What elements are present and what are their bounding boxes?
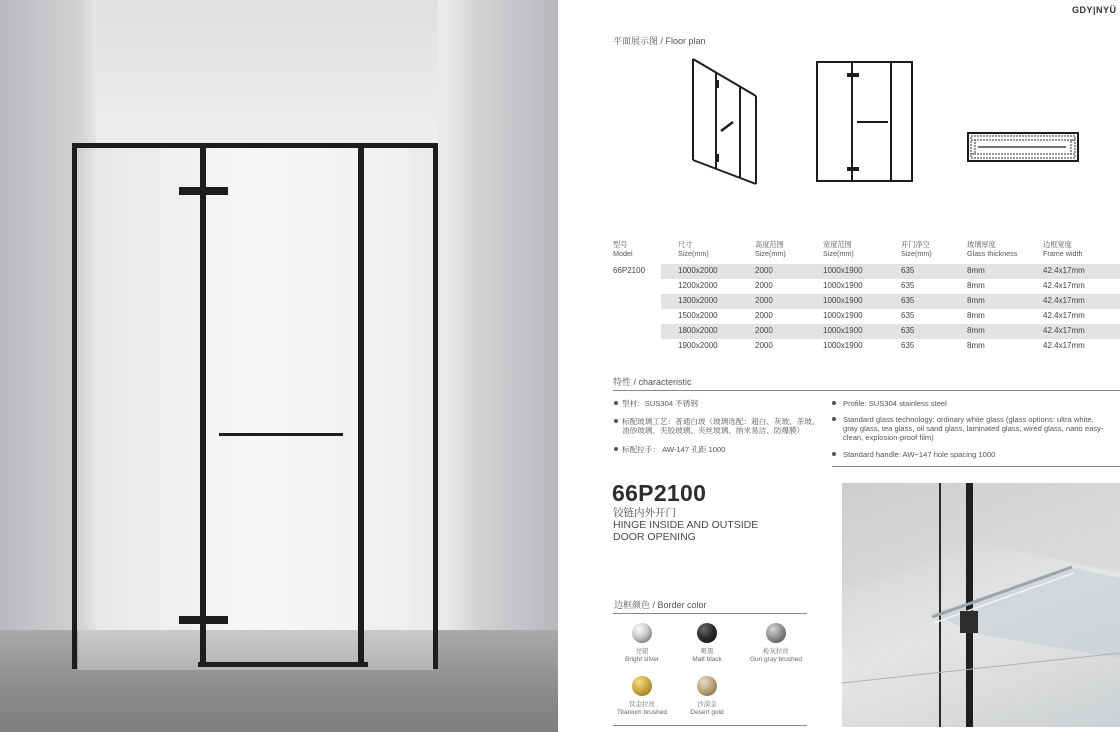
floor-plan-title: 平面展示图 / Floor plan <box>613 36 706 46</box>
hinge-top <box>179 187 228 195</box>
photo-ceiling <box>96 0 438 148</box>
char-en-glass-2: gray glass, tea glass, oil sand glass, laminated glass, wired glass, nano easy- <box>843 424 1104 433</box>
cell-height: 2000 <box>755 326 773 335</box>
door-bottom-rail <box>198 662 368 667</box>
plan-perspective-drawing <box>688 56 760 188</box>
col-header-model: 型号 Model <box>613 240 633 258</box>
cell-height: 2000 <box>755 311 773 320</box>
frame-left <box>72 143 77 669</box>
table-row <box>661 264 1120 279</box>
char-en-handle: Standard handle: AW−147 hole spacing 1000 <box>843 450 996 459</box>
product-name-en-2: DOOR OPENING <box>613 531 696 543</box>
char-zh-glass-1: 标配玻璃工艺：普通白玻（玻璃选配：超白、灰玻、茶玻、 <box>622 417 820 426</box>
char-zh-material: 型材：SUS304 不锈钢 <box>622 399 698 408</box>
char-zh-handle: 标配拉手： AW-147 孔距 1000 <box>622 445 726 454</box>
door-left-stile <box>200 148 206 667</box>
cell-width: 1000x1900 <box>823 311 863 320</box>
border-color-title: 边框颜色 / Border color <box>614 600 707 610</box>
cell-frame: 42.4x17mm <box>1043 311 1085 320</box>
cell-glass: 8mm <box>967 296 985 305</box>
swatch-label-matt-black: 哑黑 Matt black <box>692 648 722 663</box>
col-header-height-range: 高度范围 Size(mm) <box>755 240 786 258</box>
table-row <box>661 309 1120 324</box>
frame-top <box>72 143 438 148</box>
cell-height: 2000 <box>755 296 773 305</box>
cell-size: 1900x2000 <box>678 341 718 350</box>
cell-frame: 42.4x17mm <box>1043 326 1085 335</box>
bullet-dot <box>614 419 618 423</box>
bullet-dot <box>614 401 618 405</box>
col-header-glass-thickness: 玻璃厚度 Glass thickness <box>967 240 1018 258</box>
cell-frame: 42.4x17mm <box>1043 341 1085 350</box>
bullet-dot <box>614 447 618 451</box>
cell-clearance: 635 <box>901 296 915 305</box>
border-color-divider <box>613 613 807 614</box>
cell-frame: 42.4x17mm <box>1043 296 1085 305</box>
product-name-zh: 铰链内外开门 <box>613 507 676 519</box>
cell-size: 1500x2000 <box>678 311 718 320</box>
swatch-label-gun-gray: 枪灰拉丝 Gun gray brushed <box>749 648 803 663</box>
swatch-desert-gold <box>697 676 717 696</box>
table-row <box>661 294 1120 309</box>
characteristic-title: 特性 / characteristic <box>613 377 692 387</box>
detail-photo <box>842 483 1120 727</box>
swatch-label-bright-silver: 亮银 Bright silver <box>625 648 659 663</box>
cell-frame: 42.4x17mm <box>1043 281 1085 290</box>
swatch-label-desert-gold: 沙漠金 Desert gold <box>690 701 724 716</box>
swatch-bright-silver <box>632 623 652 643</box>
hinge-bottom <box>179 616 228 624</box>
table-row <box>661 339 1120 354</box>
border-color-bottom-divider <box>613 725 807 726</box>
cell-clearance: 635 <box>901 341 915 350</box>
detail-photo-illustration <box>842 483 1120 727</box>
cell-clearance: 635 <box>901 281 915 290</box>
col-header-door-clearance: 开门净空 Size(mm) <box>901 240 932 258</box>
frame-right <box>433 143 438 669</box>
cell-size: 1800x2000 <box>678 326 718 335</box>
cell-glass: 8mm <box>967 266 985 275</box>
cell-glass: 8mm <box>967 281 985 290</box>
product-model: 66P2100 <box>612 480 707 506</box>
cell-clearance: 635 <box>901 326 915 335</box>
col-header-width-range: 宽度范围 Size(mm) <box>823 240 854 258</box>
char-zh-glass-2: 油砂玻璃、夹胶玻璃、夹丝玻璃、纳米易洁、防爆膜） <box>622 426 805 435</box>
door-right-stile <box>358 148 364 667</box>
cell-width: 1000x1900 <box>823 326 863 335</box>
cell-glass: 8mm <box>967 311 985 320</box>
swatch-matt-black <box>697 623 717 643</box>
cell-height: 2000 <box>755 281 773 290</box>
bullet-dot <box>832 401 836 405</box>
cell-size: 1300x2000 <box>678 296 718 305</box>
cell-size: 1000x2000 <box>678 266 718 275</box>
plan-front-elevation <box>815 60 915 185</box>
char-en-glass-3: clean, explosion-proof film) <box>843 433 934 442</box>
cell-height: 2000 <box>755 341 773 350</box>
swatch-titanium-brushed <box>632 676 652 696</box>
plan-top-view <box>966 130 1081 164</box>
col-header-size: 尺寸 Size(mm) <box>678 240 709 258</box>
cell-glass: 8mm <box>967 326 985 335</box>
cell-width: 1000x1900 <box>823 281 863 290</box>
cell-clearance: 635 <box>901 266 915 275</box>
cell-frame: 42.4x17mm <box>1043 266 1085 275</box>
product-name-en-1: HINGE INSIDE AND OUTSIDE <box>613 519 759 531</box>
table-row <box>661 324 1120 339</box>
cell-clearance: 635 <box>901 311 915 320</box>
col-header-frame-width: 边框宽度 Frame width <box>1043 240 1083 258</box>
table-model-cell: 66P2100 <box>613 266 646 275</box>
char-en-profile: Profile: SUS304 stainless steel <box>843 399 947 408</box>
cell-glass: 8mm <box>967 341 985 350</box>
cell-width: 1000x1900 <box>823 266 863 275</box>
char-en-glass-1: Standard glass technology: ordinary white glass (glass options: ultra white, <box>843 415 1094 424</box>
bullet-dot <box>832 452 836 456</box>
brand-logo: GDY|NYÜ <box>1072 5 1117 15</box>
swatch-gun-gray-brushed <box>766 623 786 643</box>
cell-width: 1000x1900 <box>823 341 863 350</box>
product-photo <box>0 0 558 732</box>
characteristic-divider <box>613 390 1120 391</box>
swatch-label-titanium: 钛金拉丝 Titanium brushed <box>617 701 667 716</box>
cell-height: 2000 <box>755 266 773 275</box>
bullet-dot <box>832 417 836 421</box>
characteristic-bottom-divider <box>832 466 1120 467</box>
cell-width: 1000x1900 <box>823 296 863 305</box>
table-row <box>661 279 1120 294</box>
door-handle <box>219 433 343 436</box>
cell-size: 1200x2000 <box>678 281 718 290</box>
